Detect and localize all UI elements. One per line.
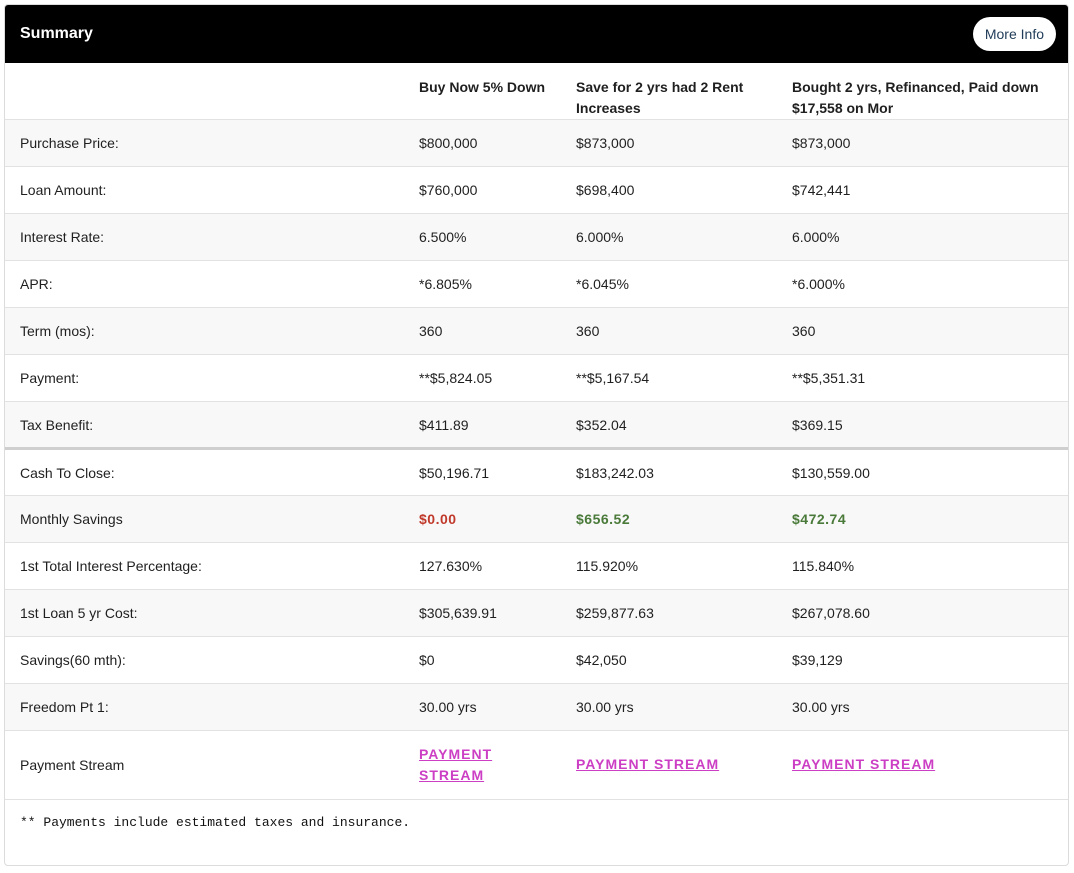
row-interest-rate [5,214,1069,261]
cell-value-positive [561,496,777,543]
cell-value: *6.000% [777,261,1069,308]
cell-value: **$5,167.54 [561,355,777,402]
row-label: Payment Stream [5,731,404,799]
cell-value: $130,559.00 [777,449,1069,496]
savings-value: $656.52 [576,511,631,527]
row-label: Loan Amount: [5,167,404,214]
cell-value: 30.00 yrs [777,684,1069,731]
row-label: 1st Total Interest Percentage: [5,543,404,590]
column-header-row [5,63,1069,120]
row-label: APR: [5,261,404,308]
cell-value-negative [404,496,561,543]
cell-value: $369.15 [777,402,1069,449]
row-freedom [5,684,1069,731]
cell-value: $352.04 [561,402,777,449]
summary-card [4,4,1069,866]
cell-value: $800,000 [404,120,561,167]
row-cash-to-close [5,449,1069,496]
row-term [5,308,1069,355]
cell-value: 30.00 yrs [561,684,777,731]
cell-value: $411.89 [404,402,561,449]
cell-value: $267,078.60 [777,590,1069,637]
row-label: Purchase Price: [5,120,404,167]
cell-value: $760,000 [404,167,561,214]
row-payment-stream [5,731,1069,799]
row-label: 1st Loan 5 yr Cost: [5,590,404,637]
row-tax-benefit [5,402,1069,449]
more-info-button[interactable]: More Info [973,17,1056,51]
savings-value: $0.00 [419,511,457,527]
row-loan-5yr-cost [5,590,1069,637]
cell-value: 30.00 yrs [404,684,561,731]
savings-value: $472.74 [792,511,847,527]
column-header-empty [5,63,404,120]
cell-link [404,731,561,799]
row-monthly-savings [5,496,1069,543]
cell-value: 115.840% [777,543,1069,590]
row-label: Monthly Savings [5,496,404,543]
row-total-interest [5,543,1069,590]
cell-link [777,731,1069,799]
payment-stream-link-bought-refinanced[interactable]: PAYMENT STREAM [792,756,936,773]
row-apr [5,261,1069,308]
cell-value: 360 [777,308,1069,355]
cell-value: $183,242.03 [561,449,777,496]
cell-value: 6.500% [404,214,561,261]
cell-value: 6.000% [777,214,1069,261]
cell-value: $259,877.63 [561,590,777,637]
cell-value: $50,196.71 [404,449,561,496]
cell-value: 360 [404,308,561,355]
cell-value: **$5,824.05 [404,355,561,402]
cell-value: $305,639.91 [404,590,561,637]
row-purchase-price [5,120,1069,167]
row-label: Term (mos): [5,308,404,355]
cell-value-positive [777,496,1069,543]
row-label: Savings(60 mth): [5,637,404,684]
row-payment [5,355,1069,402]
row-label: Freedom Pt 1: [5,684,404,731]
cell-value: $742,441 [777,167,1069,214]
cell-value: $873,000 [777,120,1069,167]
cell-link [561,731,777,799]
payment-stream-link-buy-now[interactable]: PAYMENT STREAM [419,745,493,783]
row-label: Tax Benefit: [5,402,404,449]
cell-value: $39,129 [777,637,1069,684]
footnote: ** Payments include estimated taxes and insurance. [5,799,1068,845]
cell-value: 127.630% [404,543,561,590]
row-label: Cash To Close: [5,449,404,496]
summary-table [5,63,1069,799]
cell-value: 360 [561,308,777,355]
cell-value: $0 [404,637,561,684]
payment-stream-link-save-2yrs[interactable]: PAYMENT STREAM [576,756,720,773]
row-label: Interest Rate: [5,214,404,261]
cell-value: $873,000 [561,120,777,167]
cell-value: $42,050 [561,637,777,684]
row-label: Payment: [5,355,404,402]
row-loan-amount [5,167,1069,214]
column-header-buy-now: Buy Now 5% Down [419,79,546,95]
cell-value: *6.805% [404,261,561,308]
row-savings-60 [5,637,1069,684]
cell-value: $698,400 [561,167,777,214]
summary-header [5,5,1068,63]
summary-title: Summary [20,25,93,42]
cell-value: **$5,351.31 [777,355,1069,402]
cell-value: 6.000% [561,214,777,261]
column-header-bought-refinanced: Bought 2 yrs, Refinanced, Paid down $17,558 on Mor [792,79,1039,116]
cell-value: 115.920% [561,543,777,590]
column-header-save-2yrs: Save for 2 yrs had 2 Rent Increases [576,79,744,116]
cell-value: *6.045% [561,261,777,308]
